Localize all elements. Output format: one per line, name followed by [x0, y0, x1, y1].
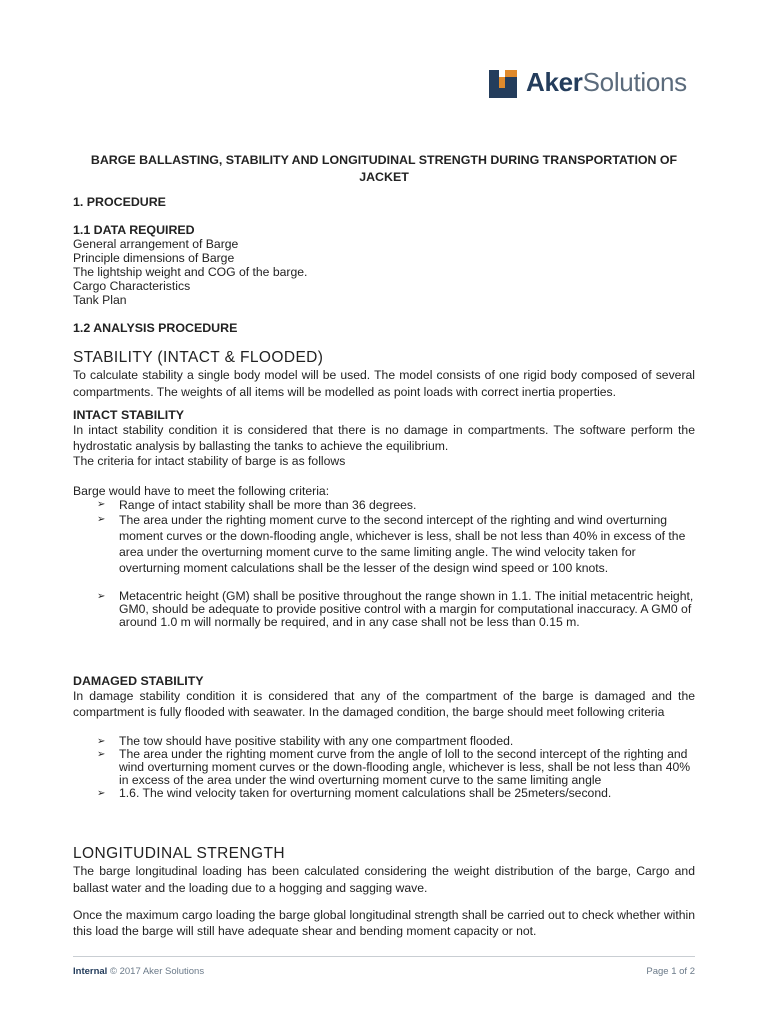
arrow-bullet-icon: ➢ [97, 591, 106, 602]
list-item: ➢ Metacentric height (GM) shall be positive throughout the range shown in 1.1. The initial metacentric height, GM0, should be adequate to provide positive control with a margin for computational inaccuracy. A GM0 of around 1.0 m will normally be required, and in any case shall not be less than 0.15 m. [97, 589, 694, 629]
longitudinal-section [73, 845, 695, 939]
intact-stability-section [73, 408, 695, 468]
arrow-bullet-icon: ➢ [97, 788, 106, 799]
longitudinal-text-2: Once the maximum cargo loading the barge global longitudinal strength shall be carried out to check whether within this load the barge will still have adequate shear and bending moment capacity or not. [73, 908, 695, 938]
intact-stability-heading: INTACT STABILITY [73, 408, 185, 422]
damaged-stability-heading: DAMAGED STABILITY [73, 674, 204, 688]
list-item: ➢ 1.6. The wind velocity taken for overturning moment calculations shall be 25meters/second. [97, 786, 612, 800]
section-1-heading: 1. PROCEDURE [73, 195, 166, 209]
footer-divider [73, 956, 695, 957]
aker-logo-icon [489, 70, 517, 98]
arrow-bullet-icon: ➢ [97, 749, 106, 760]
intact-criteria-intro: Barge would have to meet the following criteria: [73, 484, 330, 498]
stability-heading: STABILITY (INTACT & FLOODED) [73, 349, 324, 366]
longitudinal-text-1: The barge longitudinal loading has been calculated considering the weight distribution of the barge, Cargo and ballast water and the loading due to a hogging and sagging wave. [73, 864, 695, 895]
section-1-2-heading: 1.2 ANALYSIS PROCEDURE [73, 321, 238, 335]
section-1-1-heading: 1.1 DATA REQUIRED [73, 223, 195, 237]
intact-text-2: The criteria for intact stability of barge is as follows [73, 454, 346, 468]
intact-text-1: In intact stability condition it is considered that there is no damage in compartments. The software perform the hydrostatic analysis by ballasting the tanks to achieve the equilibrium. [73, 423, 695, 453]
section-1-1 [73, 223, 695, 307]
arrow-bullet-icon: ➢ [97, 499, 106, 510]
intact-criteria [73, 484, 695, 629]
footer-classification: Internal [73, 966, 108, 977]
stability-section [73, 349, 695, 401]
page-number: Page 1 of 2 [646, 966, 695, 977]
damaged-text: In damage stability condition it is considered that any of the compartment of the barge is damaged and the compartment is fully flooded with seawater. In the damaged condition, the barge should meet following criteria [73, 689, 695, 719]
document-title: BARGE BALLASTING, STABILITY AND LONGITUDINAL STRENGTH DURING TRANSPORTATION OF JACKET [90, 153, 678, 184]
list-item: General arrangement of Barge [73, 237, 239, 251]
footer-copyright: © 2017 Aker Solutions [109, 966, 205, 977]
arrow-bullet-icon: ➢ [97, 736, 106, 747]
logo-wordmark: AkerSolutions [526, 67, 687, 97]
stability-text: To calculate stability a single body model will be used. The model consists of one rigid body composed of several compartments. The weights of all items will be modelled as point loads with correct inertia properties. [73, 368, 695, 399]
aker-solutions-logo [489, 67, 704, 98]
list-item: Cargo Characteristics [73, 279, 191, 293]
damaged-stability-section [73, 674, 695, 800]
list-item: ➢ The area under the righting moment curve to the second intercept of the righting and wind overturning moment curves or the down-flooding angle, whichever is less, shall be not less than 40% in excess of the area under the overturning moment curve to the same limiting angle. The wind velocity taken for overturning moment calculations shall be the lesser of the design wind speed or 100 knots. [97, 513, 686, 575]
footer-left [73, 966, 204, 977]
arrow-bullet-icon: ➢ [97, 514, 106, 525]
list-item: The lightship weight and COG of the barge. [73, 265, 308, 279]
list-item: Principle dimensions of Barge [73, 251, 235, 265]
list-item: ➢ The area under the righting moment curve from the angle of loll to the second intercept of the righting and wind overturning moment curves or the down-flooding angle, whichever is less, shall be not less than 40% in excess of the area under the wind overturning moment curve to the same limiting angle [97, 747, 691, 787]
longitudinal-heading: LONGITUDINAL STRENGTH [73, 845, 285, 862]
list-item: Tank Plan [73, 293, 127, 307]
list-item: ➢ Range of intact stability shall be more than 36 degrees. [97, 498, 417, 512]
list-item: ➢ The tow should have positive stability with any one compartment flooded. [97, 734, 514, 748]
